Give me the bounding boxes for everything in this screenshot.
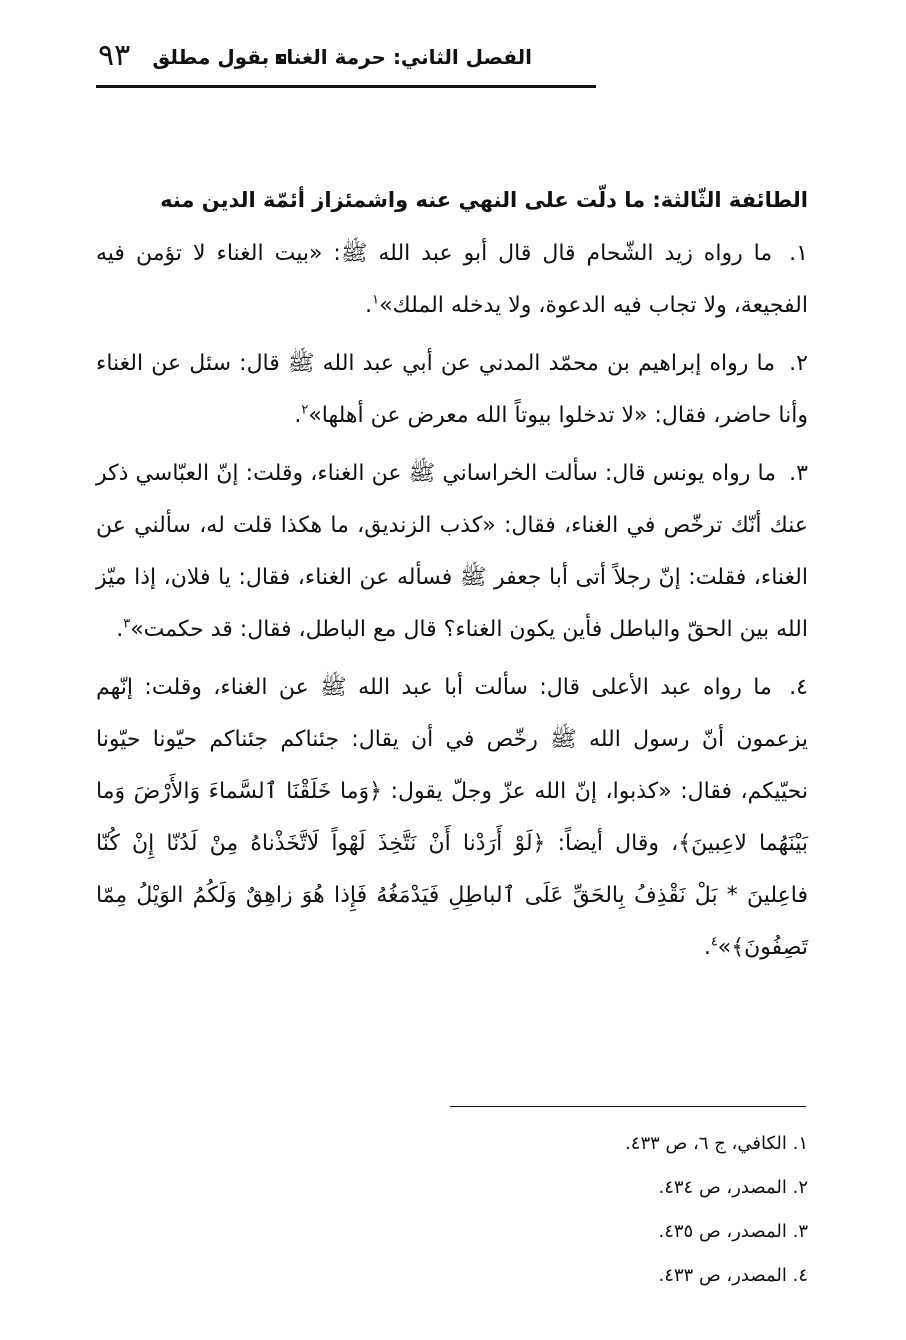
paragraph-text: ما رواه إبراهيم بن محمّد المدني عن أبي عبد الله ﷺ قال: سئل عن الغناء وأنا حاضر، فقال: «لا تدخلوا بيوتاً الله معرض عن أهلها» [96, 351, 808, 428]
paragraph-end: . [116, 617, 124, 642]
footnote-ref: ٤ [710, 934, 718, 950]
running-header [96, 34, 596, 88]
paragraph-end: . [365, 293, 373, 318]
chapter-title: الفصل الثاني: حرمة الغناء بقول مطلق [152, 45, 532, 69]
paragraph-number: ١. [789, 241, 808, 266]
footnote-rule [450, 1106, 806, 1107]
paragraph-text: ما رواه زيد الشّحام قال قال أبو عبد الله ﷺ: «بيت الغناء لا تؤمن فيه الفجيعة، ولا تجاب فيه الدعوة، ولا يدخله الملك» [96, 241, 808, 318]
paragraph-end: . [703, 935, 711, 960]
paragraph-2 [96, 338, 808, 442]
footnote-ref: ٢ [301, 402, 309, 418]
paragraph-1 [96, 228, 808, 332]
paragraph-end: . [294, 403, 302, 428]
paragraph-text: ما رواه عبد الأعلى قال: سألت أبا عبد الله ﷺ عن الغناء، وقلت: إنّهم يزعمون أنّ رسول الله ﷺ رخّص في أن يقال: جئناكم جئناكم حيّونا حيّونا نحيّيكم، فقال: «كذبوا، إنّ الله عزّ وجلّ يقول: ﴿وَما خَلَقْنَا ٱلسَّماءَ وَالأَرْضَ وَما بَيْنَهُما لاعِبينَ﴾، وقال أيضاً: ﴿لَوْ أَرَدْنا أَنْ نَتَّخِذَ لَهْواً لَاتَّخَذْناهُ مِنْ لَدُنّا إِنْ كُنّا فاعِلينَ * بَلْ نَقْذِفُ بِالحَقِّ عَلَى ٱلباطِلِ فَيَدْمَغُهُ فَإِذا هُوَ زاهِقٌ وَلَكُمُ الوَيْلُ مِمّا تَصِفُونَ﴾» [96, 675, 808, 960]
main-content [96, 172, 808, 980]
paragraph-number: ٢. [789, 351, 808, 376]
paragraph-text: ما رواه يونس قال: سألت الخراساني ﷺ عن الغناء، وقلت: إنّ العبّاسي ذكر عنك أنّك ترخّص في الغناء، فقال: «كذب الزنديق، ما هكذا قلت له، سألني عن الغناء، فقلت: إنّ رجلاً أتى أبا جعفر ﷺ فسأله عن الغناء، فقال: يا فلان، إذا ميّز الله بين الحقّ والباطل فأين يكون الغناء؟ قال مع الباطل، فقال: قد حكمت» [96, 461, 808, 642]
footnote-1: ١. الكافي، ج ٦، ص ٤٣٣. [625, 1133, 808, 1154]
page-number: ٩٣ [98, 38, 131, 73]
paragraph-3 [96, 448, 808, 656]
paragraph-number: ٣. [789, 461, 808, 486]
footnote-ref: ٣ [123, 616, 131, 632]
footnotes [388, 1122, 808, 1298]
footnote-2: ٢. المصدر، ص ٤٣٤. [658, 1177, 808, 1198]
paragraph-4 [96, 662, 808, 974]
footnote-4: ٤. المصدر، ص ٤٣٣. [658, 1265, 808, 1286]
header-rule [96, 85, 596, 88]
section-heading: الطائفة الثّالثة: ما دلّت على النهي عنه واشمئزاز أئمّة الدين منه [160, 188, 808, 212]
footnote-3: ٣. المصدر، ص ٤٣٥. [658, 1221, 808, 1242]
footnote-ref: ١ [372, 292, 380, 308]
paragraph-number: ٤. [789, 675, 808, 700]
